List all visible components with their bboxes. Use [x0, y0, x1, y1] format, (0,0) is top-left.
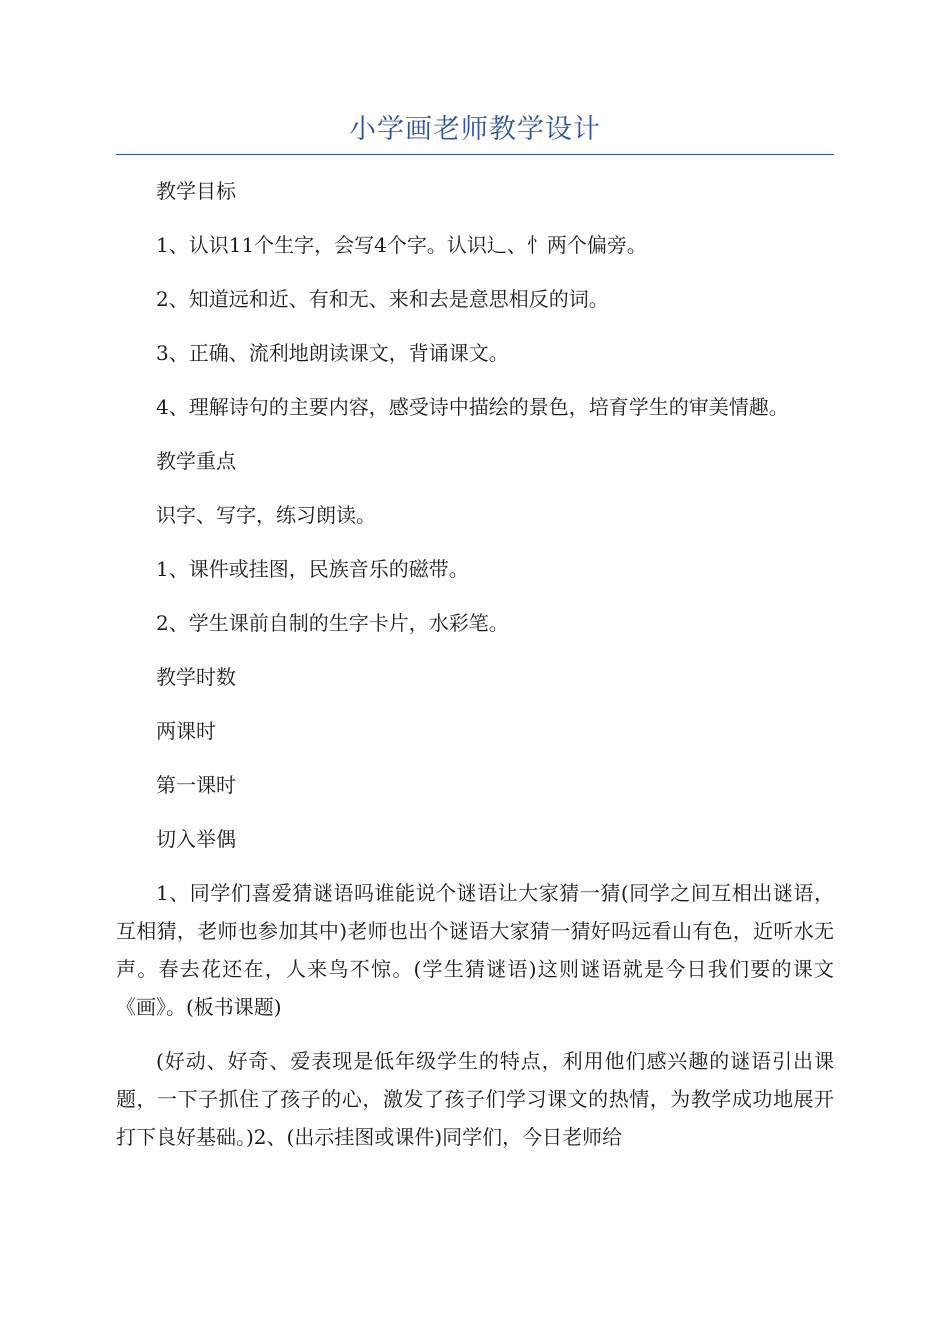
intro-paragraph-2: (好动、好奇、爱表现是低年级学生的特点，利用他们感兴趣的谜语引出课题，一下子抓住了孩子的心，激发了孩子们学习课文的热情，为教学成功地展开打下良好基础。)2、(出示挂图或课件)同学们，今日老师给 [116, 1049, 834, 1149]
goal-item-2: 2、知道远和近、有和无、来和去是意思相反的词。 [156, 287, 609, 311]
heading-teaching-goals: 教学目标 [156, 179, 236, 203]
heading-first-lesson: 第一课时 [156, 773, 236, 797]
title-underline [116, 154, 834, 155]
document-title: 小学画老师教学设计 [349, 114, 601, 145]
intro-paragraph-1: 1、同学们喜爱猜谜语吗谁能说个谜语让大家猜一猜(同学之间互相出谜语，互相猜，老师也参加其中)老师也出个谜语大家猜一猜好吗远看山有色，近听水无声。春去花还在，人来鸟不惊。(学生猜谜语)这则谜语就是今日我们要的课文《画》。(板书课题) [116, 881, 834, 1019]
focus-text: 识字、写字，练习朗读。 [156, 503, 376, 527]
heading-class-hours: 教学时数 [156, 665, 236, 689]
heading-teaching-focus: 教学重点 [156, 449, 236, 473]
prep-item-2: 2、学生课前自制的生字卡片，水彩笔。 [156, 611, 509, 635]
class-hours-value: 两课时 [156, 719, 216, 743]
prep-item-1: 1、课件或挂图，民族音乐的磁带。 [156, 557, 469, 581]
goal-item-4: 4、理解诗句的主要内容，感受诗中描绘的景色，培育学生的审美情趣。 [156, 395, 789, 419]
goal-item-1: 1、认识11个生字，会写4个字。认识辶、忄两个偏旁。 [156, 233, 647, 257]
document-body [116, 172, 834, 1172]
heading-introduction: 切入举偶 [156, 827, 236, 851]
goal-item-3: 3、正确、流利地朗读课文，背诵课文。 [156, 341, 509, 365]
